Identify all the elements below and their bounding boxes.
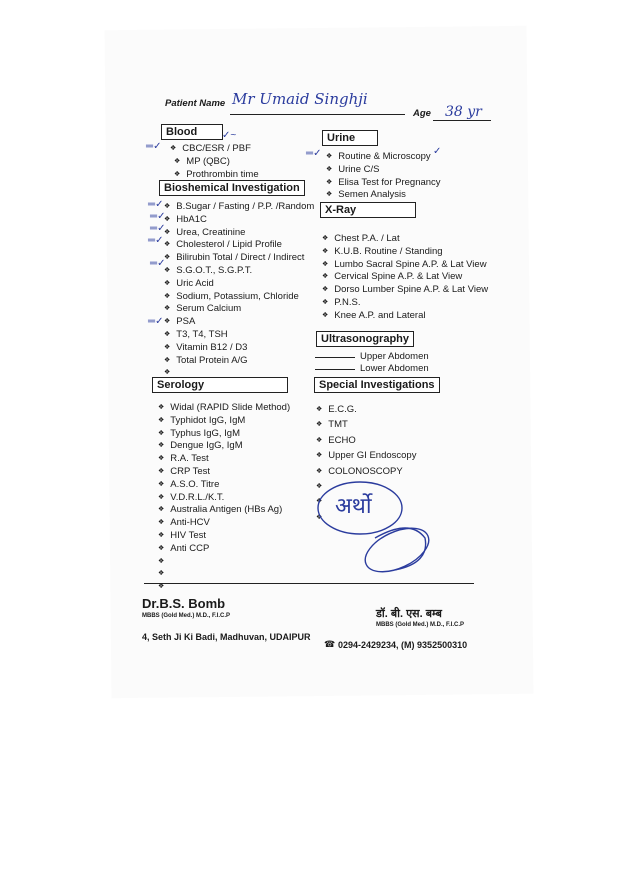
list-item: ❖ Australia Antigen (HBs Ag) xyxy=(158,504,290,517)
list-item: ❖ Widal (RAPID Slide Method) xyxy=(158,402,290,415)
list-item: ❖ Dorso Lumber Spine A.P. & Lat View xyxy=(322,284,488,297)
list-item: ❖ Upper GI Endoscopy xyxy=(316,449,416,464)
usg-lower: Lower Abdomen xyxy=(360,363,429,374)
tick-mark-icon: ✓ xyxy=(433,146,442,157)
list-item: ❖ S.G.O.T., S.G.P.T. xyxy=(164,265,314,278)
list-item: ❖ Cervical Spine A.P. & Lat View xyxy=(322,271,488,284)
list-item: ❖ Urine C/S xyxy=(326,164,441,177)
urine-list xyxy=(326,151,441,202)
list-item: ❖ Lumbo Sacral Spine A.P. & Lat View xyxy=(322,259,488,272)
list-item: ❖ Typhidot IgG, IgM xyxy=(158,415,290,428)
tick-mark-icon: ═✓ xyxy=(148,235,164,246)
list-item: ❖ A.S.O. Titre xyxy=(158,479,290,492)
list-item: ❖ Vitamin B12 / D3 xyxy=(164,342,314,355)
usg-blank-line xyxy=(315,357,355,358)
urine-header: Urine xyxy=(322,130,378,146)
biochem-header: Bioshemical Investigation xyxy=(159,180,305,196)
list-item: ❖ Routine & Microscopy xyxy=(326,151,441,164)
phone-icon: ☎ xyxy=(324,639,336,649)
list-item: ❖ Prothrombin time xyxy=(174,169,259,182)
list-item: ❖ CBC/ESR / PBF xyxy=(170,143,259,156)
tick-mark-icon: ═✓ xyxy=(306,148,322,159)
special-header: Special Investigations xyxy=(314,377,440,393)
list-item: ❖ K.U.B. Routine / Standing xyxy=(322,246,488,259)
list-item: ❖ R.A. Test xyxy=(158,453,290,466)
blood-list xyxy=(170,143,259,181)
list-item: ❖ Sodium, Potassium, Chloride xyxy=(164,291,314,304)
doctor-name: Dr.B.S. Bomb xyxy=(142,596,226,611)
serology-list xyxy=(158,402,290,594)
list-item: ❖ Total Protein A/G xyxy=(164,355,314,368)
age-value: 38 yr xyxy=(445,104,482,120)
list-item: ❖ Anti-HCV xyxy=(158,517,290,530)
list-item: ❖ Knee A.P. and Lateral xyxy=(322,310,488,323)
list-item: ❖ B.Sugar / Fasting / P.P. /Random xyxy=(164,201,314,214)
tick-mark-icon: ═✓ xyxy=(148,199,164,210)
clinic-address: 4, Seth Ji Ki Badi, Madhuvan, UDAIPUR xyxy=(142,632,311,642)
list-item: ❖ MP (QBC) xyxy=(174,156,259,169)
list-item xyxy=(158,556,290,569)
usg-header: Ultrasonography xyxy=(316,331,414,347)
tick-mark-icon: ═✓ xyxy=(150,211,166,222)
age-label: Age xyxy=(413,108,431,119)
list-item: ❖ Anti CCP xyxy=(158,543,290,556)
age-line xyxy=(433,120,491,121)
list-item: ❖ Dengue IgG, IgM xyxy=(158,440,290,453)
patient-name-label: Patient Name xyxy=(165,98,226,109)
handwritten-hindi-note: अर्थो xyxy=(335,494,372,519)
doctor-name-hindi: डॉ. बी. एस. बम्ब xyxy=(376,608,442,620)
list-item: ❖ Chest P.A. / Lat xyxy=(322,233,488,246)
list-item: ❖ Semen Analysis xyxy=(326,189,441,202)
usg-upper: Upper Abdomen xyxy=(360,351,429,362)
list-item: ❖ Serum Calcium xyxy=(164,303,314,316)
list-item: ❖ Urea, Creatinine xyxy=(164,227,314,240)
patient-name-value: Mr Umaid Singhji xyxy=(232,90,368,108)
tick-mark-icon: ═✓ xyxy=(148,316,164,327)
xray-list xyxy=(322,233,488,323)
footer-divider xyxy=(144,583,474,584)
list-item xyxy=(158,568,290,581)
xray-header: X-Ray xyxy=(320,202,416,218)
list-item: ❖ HIV Test xyxy=(158,530,290,543)
list-item: ❖ HbA1C xyxy=(164,214,314,227)
list-item: ❖ P.N.S. xyxy=(322,297,488,310)
list-item: ❖ ECHO xyxy=(316,434,416,449)
tick-mark-icon: ✓~ xyxy=(222,130,237,141)
patient-name-line xyxy=(230,114,405,115)
list-item: ❖ TMT xyxy=(316,418,416,433)
list-item: ❖ Typhus IgG, IgM xyxy=(158,428,290,441)
usg-blank-line xyxy=(315,369,355,370)
tick-mark-icon: ═✓ xyxy=(150,223,166,234)
serology-header: Serology xyxy=(152,377,288,393)
list-item: ❖ Bilirubin Total / Direct / Indirect xyxy=(164,252,314,265)
list-item: ❖ E.C.G. xyxy=(316,403,416,418)
list-item: ❖ Uric Acid xyxy=(164,278,314,291)
tick-mark-icon: ═✓ xyxy=(150,258,166,269)
list-item: ❖ COLONOSCOPY xyxy=(316,465,416,480)
tick-mark-icon: ═✓ xyxy=(146,141,162,152)
list-item: ❖ Cholesterol / Lipid Profile xyxy=(164,239,314,252)
list-item: ❖ T3, T4, TSH xyxy=(164,329,314,342)
list-item: ❖ V.D.R.L./K.T. xyxy=(158,492,290,505)
doctor-qualification: MBBS (Gold Med.) M.D., F.I.C.P xyxy=(142,613,230,619)
blood-header: Blood xyxy=(161,124,223,140)
list-item: ❖ CRP Test xyxy=(158,466,290,479)
doctor-qualification-right: MBBS (Gold Med.) M.D., F.I.C.P xyxy=(376,622,464,628)
biochem-list xyxy=(164,201,314,380)
list-item: ❖ Elisa Test for Pregnancy xyxy=(326,177,441,190)
list-item: ❖ PSA xyxy=(164,316,314,329)
clinic-phone: 0294-2429234, (M) 9352500310 xyxy=(338,640,468,650)
